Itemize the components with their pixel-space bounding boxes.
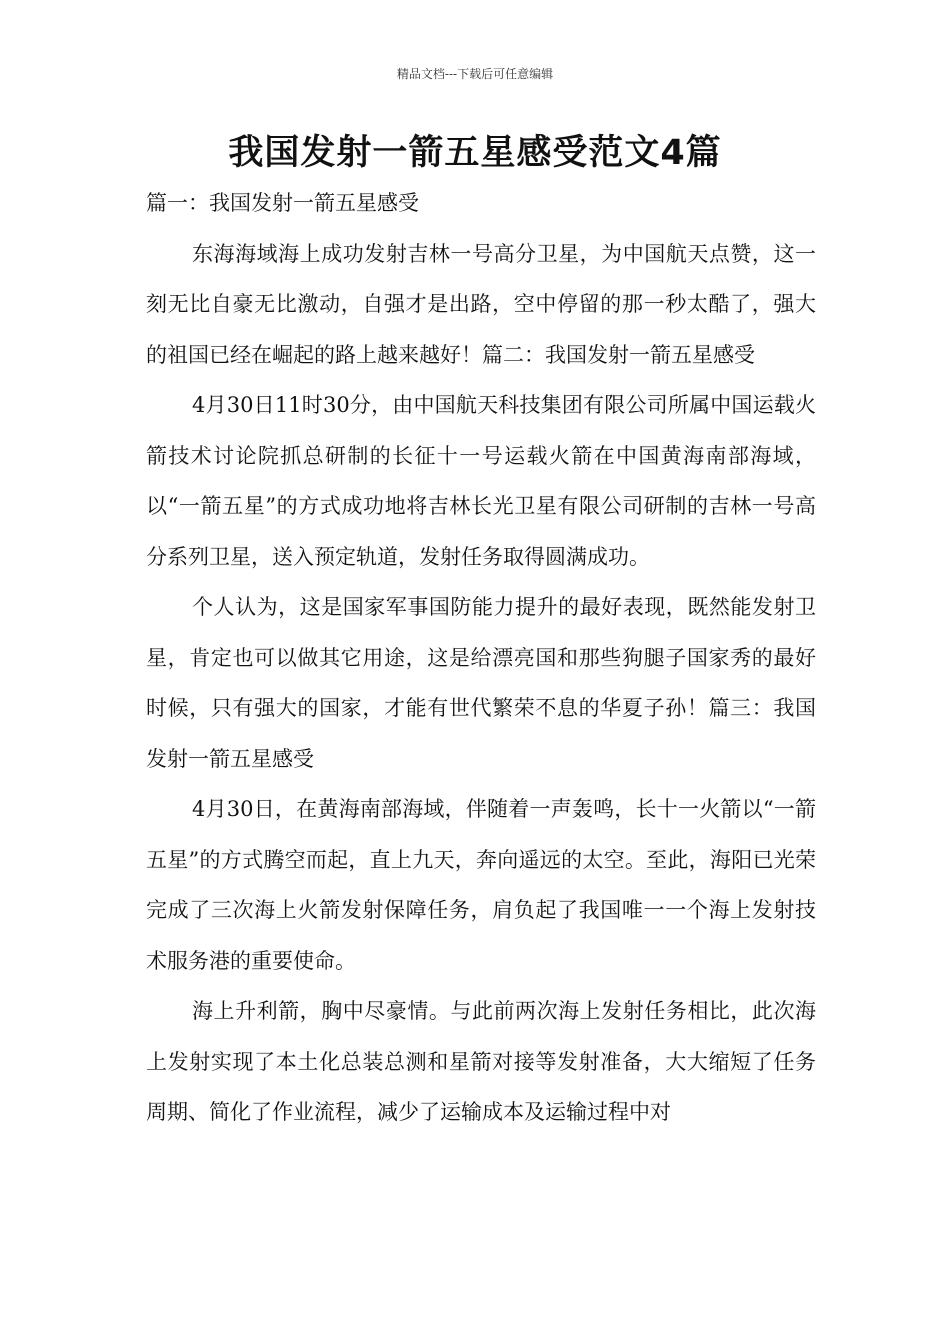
document-body: [146, 178, 816, 1138]
paragraph: 个人认为，这是国家军事国防能力提升的最好表现，既然能发射卫星，肯定也可以做其它用途，这是给漂亮国和那些狗腿子国家秀的最好时候，只有强大的国家，才能有世代繁荣不息的华夏子孙！篇三：我国发射一箭五星感受: [146, 595, 816, 771]
document-title: 我国发射一箭五星感受范文4篇: [228, 133, 722, 173]
paragraph: 4月30日11时30分，由中国航天科技集团有限公司所属中国运载火箭技术讨论院抓总研制的长征十一号运载火箭在中国黄海南部海域，以“一箭五星”的方式成功地将吉林长光卫星有限公司研制的吉林一号高分系列卫星，送入预定轨道，发射任务取得圆满成功。: [146, 393, 816, 569]
section-heading-1: 篇一：我国发射一箭五星感受: [146, 191, 419, 215]
header-note: 精品文档---下载后可任意编辑: [396, 67, 554, 81]
paragraph: 4月30日，在黄海南部海域，伴随着一声轰鸣，长十一火箭以“一箭五星”的方式腾空而起，直上九天，奔向遥远的太空。至此，海阳已光荣完成了三次海上火箭发射保障任务，肩负起了我国唯一一个海上发射技术服务港的重要使命。: [146, 797, 816, 973]
paragraph: 东海海域海上成功发射吉林一号高分卫星，为中国航天点赞，这一刻无比自豪无比激动，自强才是出路，空中停留的那一秒太酷了，强大的祖国已经在崛起的路上越来越好！篇二：我国发射一箭五星感受: [146, 241, 816, 367]
paragraph: 海上升利箭，胸中尽豪情。与此前两次海上发射任务相比，此次海上发射实现了本土化总装总测和星箭对接等发射准备，大大缩短了任务周期、简化了作业流程，减少了运输成本及运输过程中对: [146, 999, 816, 1124]
